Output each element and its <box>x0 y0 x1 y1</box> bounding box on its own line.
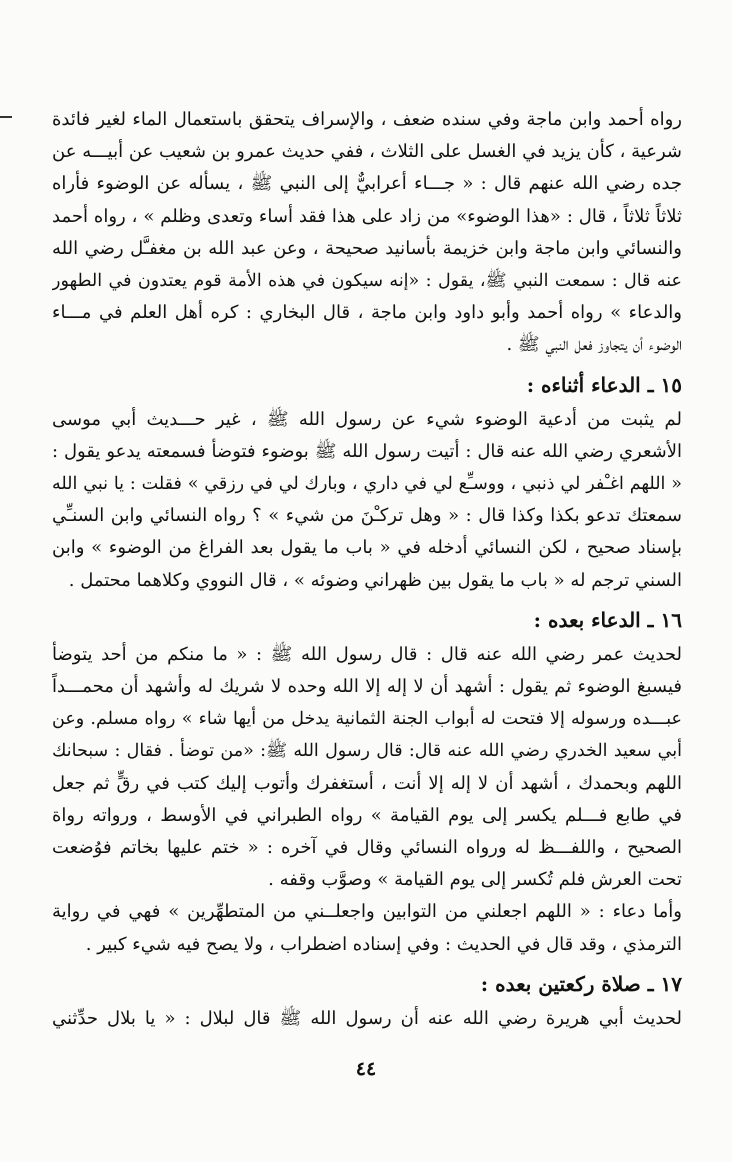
page-number: ٤٤ <box>355 1058 377 1080</box>
text-line: الأشعري رضي الله عنه قال : أتيت رسول الله ﷺ بوضوء فتوضأ فسمعته يدعو يقول : <box>52 440 682 462</box>
text-line: في طابع فـــلم يكسر إلى يوم القيامة » رواه الطبراني في الأوسط ، ورواته رواة <box>52 804 682 826</box>
text-line: والدعاء » رواه أحمد وأبو داود وابن ماجة ، قال البخاري : كره أهل العلم في مـــاء <box>52 302 682 324</box>
text-line: ثلاثاً ثلاثاً ، قال : «هذا الوضوء» من زاد على هذا فقد أساء وتعدى وظلم » ، رواه أحمد <box>52 205 682 227</box>
text-line: الوضوء أن يتجاوز فعل النبي ﷺ . <box>506 334 682 356</box>
text-line: الصحيح ، واللفـــظ له ورواه النسائي وقال في آخره : « ختم عليها بخاتم فوُضعت <box>52 837 682 859</box>
text-line: تحت العرش فلم تُكسر إلى يوم القيامة » وصوَّب وقفه . <box>268 869 682 891</box>
section-17-paragraph <box>52 1003 682 1035</box>
section-heading-17: ١٧ ـ صلاة ركعتين بعده : <box>480 971 682 996</box>
text-line: الترمذي ، وقد قال في الحديث : وفي إسناده اضطراب ، ولا يصح فيه شيء كبير . <box>85 933 682 955</box>
text-line: وأما دعاء : « اللهم اجعلني من التوابين واجعلــني من المتطهِّرين » فهي في رواية <box>52 901 682 923</box>
text-line: رواه أحمد وابن ماجة وفي سنده ضعف ، والإسراف يتحقق باستعمال الماء لغير فائدة <box>52 109 682 130</box>
text-line: والنسائي وابن ماجة وابن خزيمة بأسانيد صحيحة ، وعن عبد الله بن مغفـَّل رضي الله <box>52 237 682 259</box>
text-line: لم يثبت من أدعية الوضوء شيء عن رسول الله ﷺ ، غير حـــديث أبي موسى <box>52 408 682 430</box>
section-16-paragraph-2 <box>52 896 682 960</box>
text-line: السني ترجم له « باب ما يقول بين ظهراني وضوئه » ، قال النووي وكلاهما محتمل . <box>68 569 682 591</box>
text-line: جده رضي الله عنهم قال : « جـــاء أعرابيٌّ إلى النبي ﷺ ، يسأله عن الوضوء فأراه <box>52 173 682 195</box>
text-line: لحديث أبي هريرة رضي الله عنه أن رسول الله ﷺ قال لبلال : « يا بلال حدِّثني <box>52 1007 682 1029</box>
section-16-paragraph <box>52 639 682 897</box>
text-line: فيسبغ الوضوء ثم يقول : أشهد أن لا إله إلا الله وحده لا شريك له وأشهد أن محمـــداً <box>52 676 682 698</box>
text-line: عبـــده ورسوله إلا فتحت له أبواب الجنة الثمانية يدخل من أيها شاء » رواه مسلم. وعن <box>52 709 682 730</box>
text-line: « اللهم اغـْفر لي ذنبي ، ووسـِّع لي في داري ، وبارك لي في رزقي » فقلت : يا نبي الله <box>52 474 682 495</box>
text-line: لحديث عمر رضي الله عنه قال : قال رسول الله ﷺ : « ما منكم من أحد يتوضأ <box>52 643 682 665</box>
book-page <box>52 104 682 1035</box>
scan-edge-mark <box>0 116 12 118</box>
section-heading-15: ١٥ ـ الدعاء أثناءه : <box>526 372 682 397</box>
section-15-paragraph <box>52 404 682 597</box>
text-line: شرعية ، كأن يزيد في الغسل على الثلاث ، ففي حديث عمرو بن شعيب عن أبيـــه عن <box>52 141 682 163</box>
text-line: أبي سعيد الخدري رضي الله عنه قال: قال رسول الله ﷺ: «من توضأ . فقال : سبحانك <box>52 741 682 762</box>
text-line: سمعتك تدعو بكذا وكذا قال : « وهل تركـْنَ من شيء » ؟ رواه النسائي وابن السنـِّي <box>52 505 682 527</box>
text-line: عنه قال : سمعت النبي ﷺ، يقول : «إنه سيكون في هذه الأمة قوم يعتدون في الطهور <box>52 271 682 292</box>
section-heading-16: ١٦ ـ الدعاء بعده : <box>533 607 682 632</box>
intro-paragraph <box>52 104 682 362</box>
text-line: بإسناد صحيح ، لكن النسائي أدخله في « باب ما يقول بعد الفراغ من الوضوء » وابن <box>52 537 682 559</box>
text-line: اللهم وبحمدك ، أشهد أن لا إله إلا أنت ، أستغفرك وأتوب إليك كتب في رقٍّ ثم جعل <box>52 772 682 794</box>
